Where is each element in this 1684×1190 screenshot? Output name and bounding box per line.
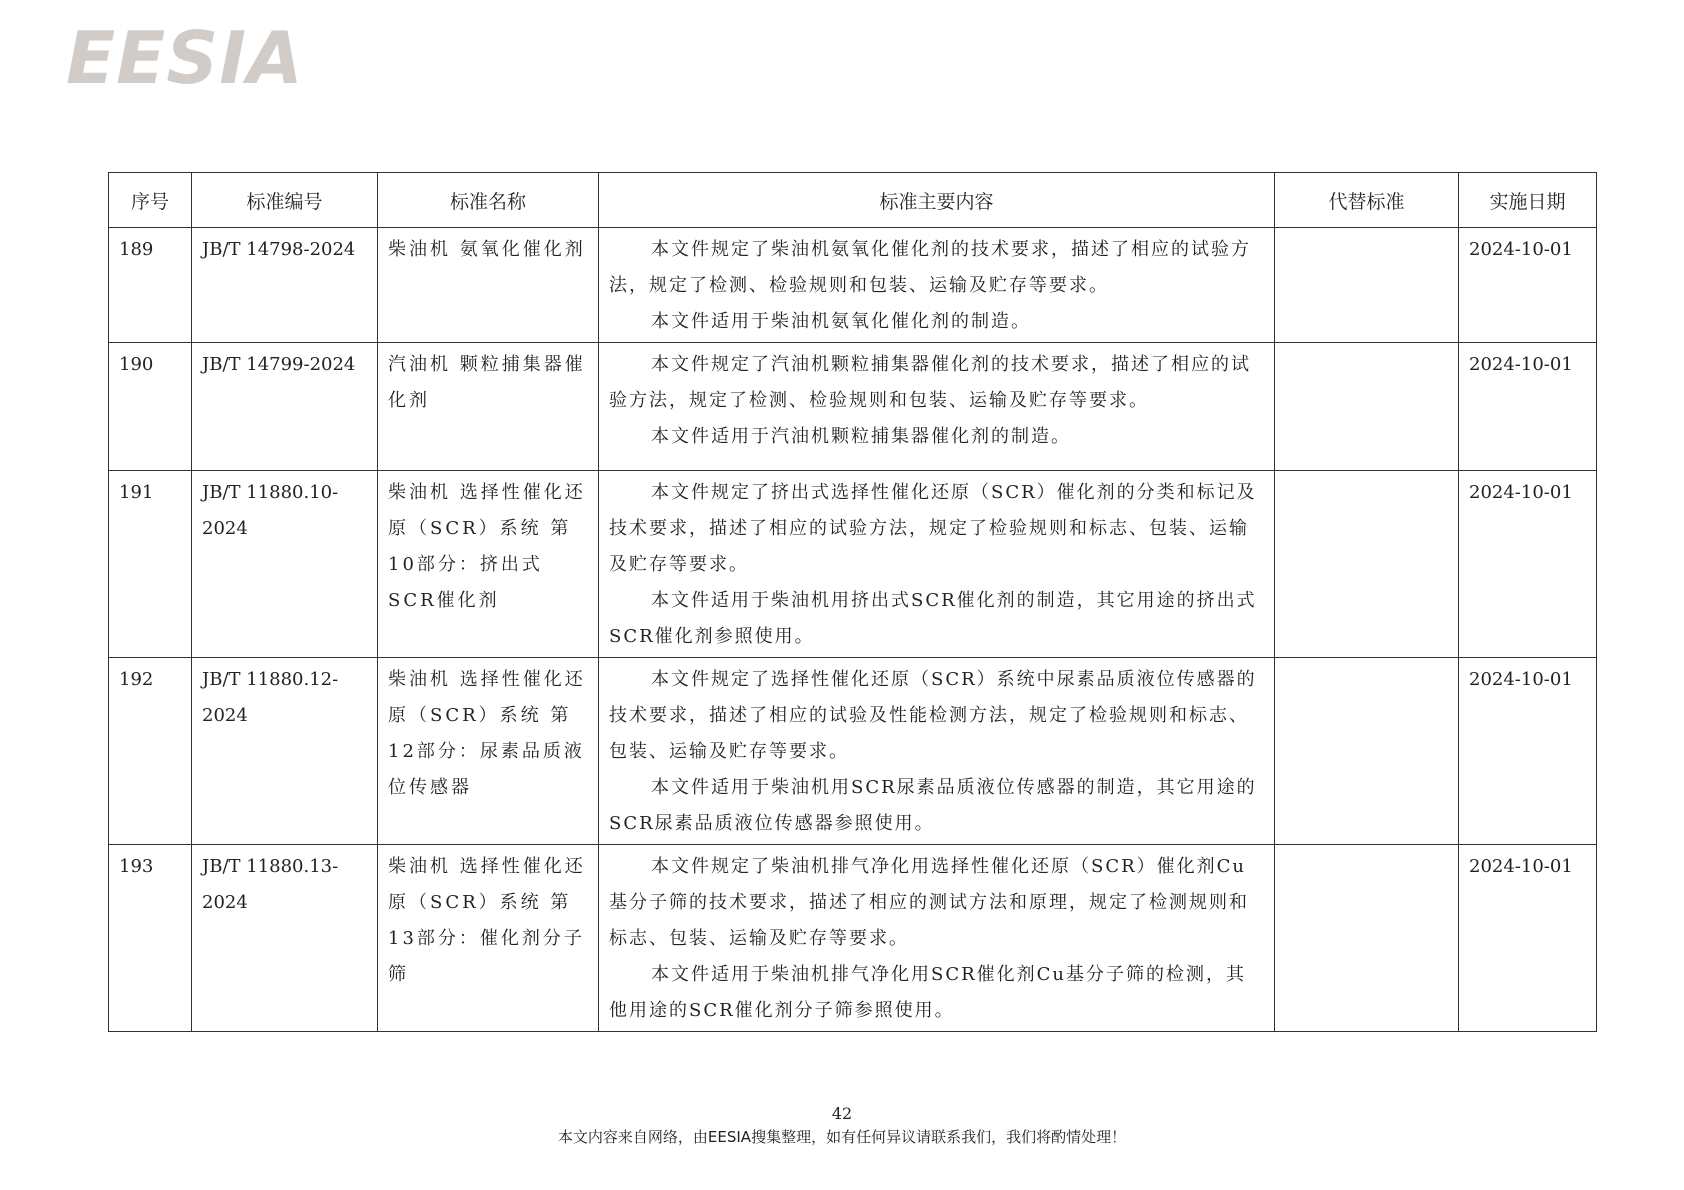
content-paragraph: 本文件适用于汽油机颗粒捕集器催化剂的制造。 <box>651 426 1071 447</box>
content-paragraph: 本文件适用于柴油机氨氧化催化剂的制造。 <box>651 311 1031 332</box>
footer-disclaimer: 本文内容来自网络，由EESIA搜集整理，如有任何异议请联系我们，我们将酌情处理！ <box>557 1128 1127 1146</box>
content-paragraph: 本文件规定了柴油机氨氧化催化剂的技术要求，描述了相应的试验方法，规定了检测、检验规则和包装、运输及贮存等要求。 <box>609 239 1251 296</box>
cell-effective-date: 2024-10-01 <box>1459 228 1597 343</box>
cell-serial: 193 <box>109 845 192 1032</box>
header-standard-name: 标准名称 <box>378 173 599 228</box>
content-paragraph: 本文件适用于柴油机用挤出式SCR催化剂的制造，其它用途的挤出式SCR催化剂参照使用。 <box>609 590 1257 647</box>
cell-main-content <box>599 228 1275 343</box>
cell-effective-date: 2024-10-01 <box>1459 658 1597 845</box>
content-paragraph: 本文件规定了柴油机排气净化用选择性催化还原（SCR）催化剂Cu基分子筛的技术要求，描述了相应的测试方法和原理，规定了检测规则和标志、包装、运输及贮存等要求。 <box>609 856 1249 949</box>
cell-replaces <box>1275 471 1459 658</box>
content-paragraph: 本文件适用于柴油机排气净化用SCR催化剂Cu基分子筛的检测，其他用途的SCR催化剂分子筛参照使用。 <box>609 964 1247 1021</box>
cell-effective-date: 2024-10-01 <box>1459 845 1597 1032</box>
table-row <box>109 228 1597 343</box>
table-row <box>109 343 1597 471</box>
cell-standard-name: 柴油机 氨氧化催化剂 <box>378 228 599 343</box>
cell-standard-code: JB/T 11880.12-2024 <box>192 658 378 845</box>
cell-main-content <box>599 471 1275 658</box>
table-row <box>109 658 1597 845</box>
header-replaces: 代替标准 <box>1275 173 1459 228</box>
cell-standard-code: JB/T 11880.10-2024 <box>192 471 378 658</box>
cell-standard-code: JB/T 11880.13-2024 <box>192 845 378 1032</box>
cell-serial: 192 <box>109 658 192 845</box>
cell-main-content <box>599 343 1275 471</box>
content-paragraph: 本文件规定了挤出式选择性催化还原（SCR）催化剂的分类和标记及技术要求，描述了相应的试验方法，规定了检验规则和标志、包装、运输及贮存等要求。 <box>609 482 1257 575</box>
cell-standard-name: 汽油机 颗粒捕集器催化剂 <box>378 343 599 471</box>
content-paragraph: 本文件规定了选择性催化还原（SCR）系统中尿素品质液位传感器的技术要求，描述了相应的试验及性能检测方法，规定了检验规则和标志、包装、运输及贮存等要求。 <box>609 669 1257 762</box>
cell-standard-code: JB/T 14799-2024 <box>192 343 378 471</box>
cell-standard-name: 柴油机 选择性催化还原（SCR）系统 第12部分：尿素品质液位传感器 <box>378 658 599 845</box>
cell-replaces <box>1275 658 1459 845</box>
cell-main-content <box>599 658 1275 845</box>
cell-main-content <box>599 845 1275 1032</box>
cell-effective-date: 2024-10-01 <box>1459 471 1597 658</box>
header-effective-date: 实施日期 <box>1459 173 1597 228</box>
eesia-logo: EESIA <box>66 16 304 100</box>
table-header-row <box>109 173 1597 228</box>
cell-replaces <box>1275 343 1459 471</box>
cell-standard-name: 柴油机 选择性催化还原（SCR）系统 第13部分：催化剂分子筛 <box>378 845 599 1032</box>
content-paragraph: 本文件规定了汽油机颗粒捕集器催化剂的技术要求，描述了相应的试验方法，规定了检测、检验规则和包装、运输及贮存等要求。 <box>609 354 1251 411</box>
header-serial: 序号 <box>109 173 192 228</box>
table-row <box>109 471 1597 658</box>
page-number: 42 <box>831 1104 853 1123</box>
table-row <box>109 845 1597 1032</box>
standards-table <box>108 172 1597 1032</box>
cell-effective-date: 2024-10-01 <box>1459 343 1597 471</box>
cell-serial: 189 <box>109 228 192 343</box>
cell-standard-code: JB/T 14798-2024 <box>192 228 378 343</box>
cell-standard-name: 柴油机 选择性催化还原（SCR）系统 第10部分：挤出式SCR催化剂 <box>378 471 599 658</box>
content-paragraph: 本文件适用于柴油机用SCR尿素品质液位传感器的制造，其它用途的SCR尿素品质液位传感器参照使用。 <box>609 777 1257 834</box>
cell-replaces <box>1275 228 1459 343</box>
cell-serial: 190 <box>109 343 192 471</box>
cell-replaces <box>1275 845 1459 1032</box>
header-standard-code: 标准编号 <box>192 173 378 228</box>
cell-serial: 191 <box>109 471 192 658</box>
header-main-content: 标准主要内容 <box>599 173 1275 228</box>
